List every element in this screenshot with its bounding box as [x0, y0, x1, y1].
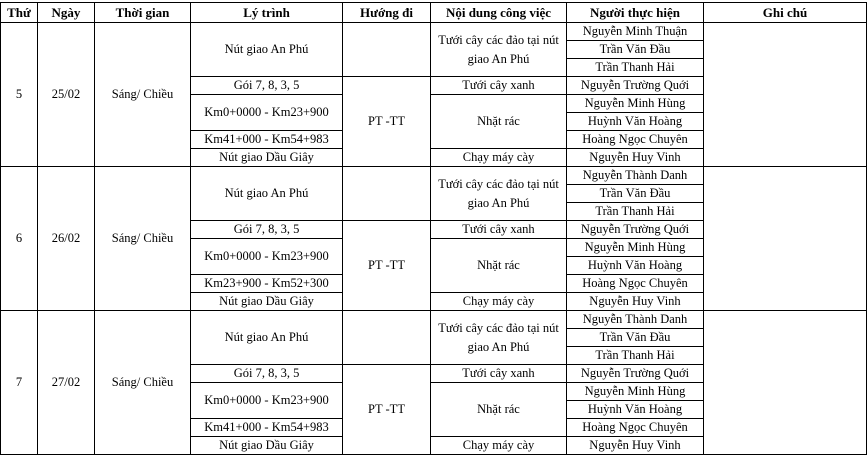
- person-cell: Hoàng Ngọc Chuyên: [567, 131, 704, 149]
- route-cell: Gói 7, 8, 3, 5: [191, 221, 343, 239]
- route-cell: Km0+0000 - Km23+900: [191, 383, 343, 419]
- header-row: [1, 3, 867, 23]
- route-cell: Km0+0000 - Km23+900: [191, 95, 343, 131]
- person-cell: Trần Văn Đầu: [567, 185, 704, 203]
- person-cell: Huỳnh Văn Hoàng: [567, 257, 704, 275]
- day-group: [1, 311, 867, 455]
- task-cell: Nhặt rác: [431, 239, 567, 293]
- header-huong-di: Hướng đi: [343, 3, 431, 23]
- date-cell: 26/02: [38, 167, 95, 311]
- task-cell: Tưới cây xanh: [431, 221, 567, 239]
- route-cell: Km23+900 - Km52+300: [191, 275, 343, 293]
- direction-cell: PT -TT: [343, 365, 431, 455]
- day-group: [1, 23, 867, 167]
- day-of-week-cell: 7: [1, 311, 38, 455]
- day-of-week-cell: 5: [1, 23, 38, 167]
- task-cell: Nhặt rác: [431, 383, 567, 437]
- day-of-week-cell: 6: [1, 167, 38, 311]
- header-ly-trinh: Lý trình: [191, 3, 343, 23]
- route-cell: Km0+0000 - Km23+900: [191, 239, 343, 275]
- route-cell: Nút giao An Phú: [191, 311, 343, 365]
- person-cell: Nguyễn Huy Vinh: [567, 437, 704, 455]
- task-cell: Tưới cây các đảo tại nút giao An Phú: [431, 311, 567, 365]
- table-row: [1, 23, 867, 41]
- task-cell: Nhặt rác: [431, 95, 567, 149]
- time-cell: Sáng/ Chiều: [95, 167, 191, 311]
- header-nguoi-thuc-hien: Người thực hiện: [567, 3, 704, 23]
- person-cell: Trần Thanh Hải: [567, 59, 704, 77]
- person-cell: Trần Thanh Hải: [567, 203, 704, 221]
- direction-cell: PT -TT: [343, 221, 431, 311]
- header-ngay: Ngày: [38, 3, 95, 23]
- header-ghi-chu: Ghi chú: [704, 3, 867, 23]
- task-cell: Tưới cây xanh: [431, 77, 567, 95]
- task-cell: Tưới cây các đảo tại nút giao An Phú: [431, 23, 567, 77]
- person-cell: Nguyễn Minh Hùng: [567, 239, 704, 257]
- note-cell: [704, 23, 867, 167]
- person-cell: Nguyễn Trường Quới: [567, 221, 704, 239]
- header-thoi-gian: Thời gian: [95, 3, 191, 23]
- direction-cell: PT -TT: [343, 77, 431, 167]
- date-cell: 25/02: [38, 23, 95, 167]
- direction-cell: [343, 167, 431, 221]
- route-cell: Km41+000 - Km54+983: [191, 419, 343, 437]
- person-cell: Nguyễn Minh Hùng: [567, 383, 704, 401]
- note-cell: [704, 311, 867, 455]
- date-cell: 27/02: [38, 311, 95, 455]
- route-cell: Nút giao Dầu Giây: [191, 293, 343, 311]
- task-cell: Chạy máy cày: [431, 293, 567, 311]
- person-cell: Trần Văn Đầu: [567, 329, 704, 347]
- note-cell: [704, 167, 867, 311]
- table-row: [1, 311, 867, 329]
- person-cell: Trần Thanh Hải: [567, 347, 704, 365]
- route-cell: Nút giao Dầu Giây: [191, 437, 343, 455]
- header-noi-dung: Nội dung công việc: [431, 3, 567, 23]
- task-cell: Tưới cây xanh: [431, 365, 567, 383]
- task-cell: Chạy máy cày: [431, 437, 567, 455]
- person-cell: Huỳnh Văn Hoàng: [567, 113, 704, 131]
- day-group: [1, 167, 867, 311]
- task-cell: Tưới cây các đảo tại nút giao An Phú: [431, 167, 567, 221]
- route-cell: Nút giao Dầu Giây: [191, 149, 343, 167]
- header-thu: Thứ: [1, 3, 38, 23]
- person-cell: Nguyễn Huy Vinh: [567, 149, 704, 167]
- person-cell: Nguyễn Minh Hùng: [567, 95, 704, 113]
- person-cell: Nguyễn Trường Quới: [567, 365, 704, 383]
- person-cell: Nguyễn Minh Thuận: [567, 23, 704, 41]
- route-cell: Nút giao An Phú: [191, 167, 343, 221]
- person-cell: Hoàng Ngọc Chuyên: [567, 275, 704, 293]
- route-cell: Gói 7, 8, 3, 5: [191, 77, 343, 95]
- time-cell: Sáng/ Chiều: [95, 23, 191, 167]
- person-cell: Nguyễn Thành Danh: [567, 311, 704, 329]
- person-cell: Trần Văn Đầu: [567, 41, 704, 59]
- direction-cell: [343, 311, 431, 365]
- route-cell: Gói 7, 8, 3, 5: [191, 365, 343, 383]
- table-row: [1, 167, 867, 185]
- route-cell: Km41+000 - Km54+983: [191, 131, 343, 149]
- person-cell: Nguyễn Huy Vinh: [567, 293, 704, 311]
- person-cell: Huỳnh Văn Hoàng: [567, 401, 704, 419]
- person-cell: Hoàng Ngọc Chuyên: [567, 419, 704, 437]
- time-cell: Sáng/ Chiều: [95, 311, 191, 455]
- person-cell: Nguyễn Trường Quới: [567, 77, 704, 95]
- person-cell: Nguyễn Thành Danh: [567, 167, 704, 185]
- work-schedule-table: [0, 2, 867, 455]
- task-cell: Chạy máy cày: [431, 149, 567, 167]
- route-cell: Nút giao An Phú: [191, 23, 343, 77]
- direction-cell: [343, 23, 431, 77]
